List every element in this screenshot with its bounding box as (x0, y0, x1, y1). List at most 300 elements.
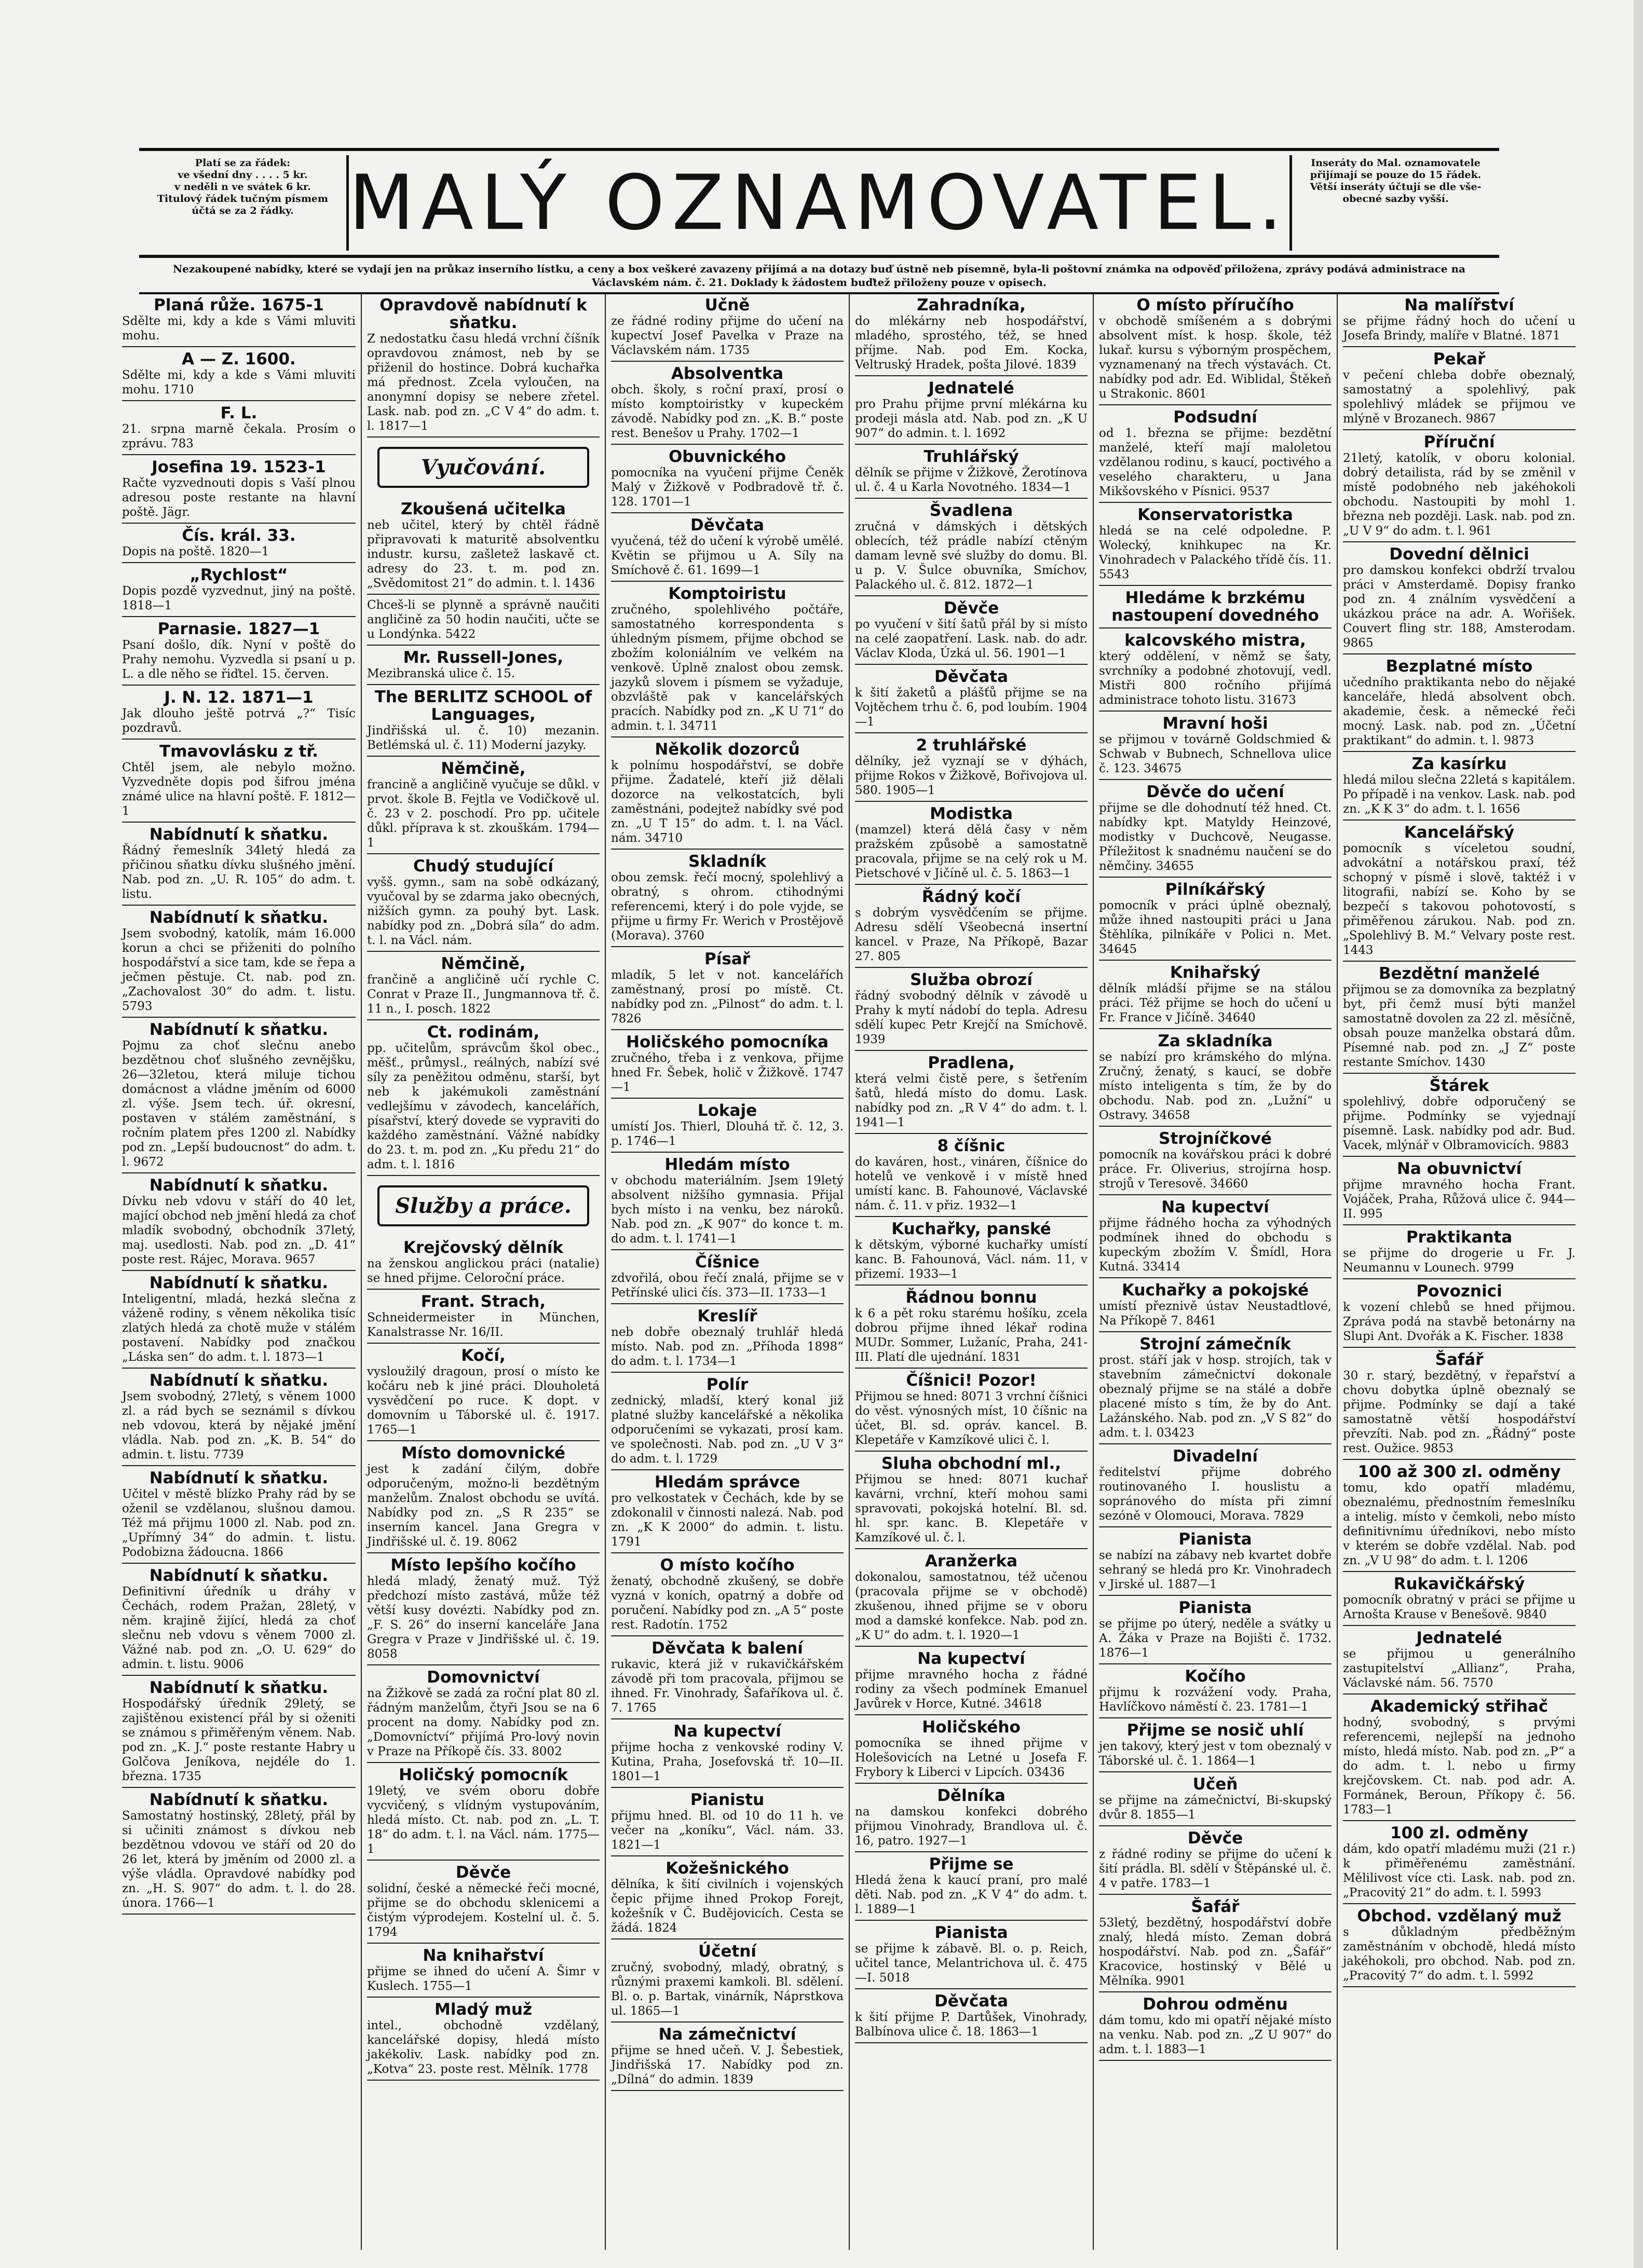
ad-body: umístí přeznivě ústav Neustadtlové, Na Příkopě 7. 8461 (1099, 1300, 1332, 1328)
ad-heading: O místo příručího (1136, 296, 1294, 315)
classified-ad (611, 1099, 844, 1153)
ad-heading: Nabídnutí k sňatku. (149, 1176, 329, 1195)
classified-ad (1343, 1821, 1576, 1904)
ad-heading: Komptoiristu (668, 584, 786, 603)
ad-heading: 100 až 300 zl. odměny (1357, 1463, 1561, 1481)
ad-body: neb dobře obeznalý truhlář hledá místo. Nab. pod zn. „Příhoda 1898“ do adm. t. l. 1734—1 (611, 1326, 844, 1368)
ad-body: zdvořilá, obou řečí znalá, přijme se v Petřínské ulici čís. 373—II. 1733—1 (611, 1272, 844, 1300)
ad-body: v obchodu materiálním. Jsem 19letý absolvent nižšího gymnasia. Přijal bych místo i na venku, bez nároků. Nab. pod zn. „K 907“ do konce t. m. do adm. t. l. 1741—1 (611, 1174, 844, 1246)
classified-ad (1343, 1279, 1576, 1348)
ad-heading: Podsudní (1173, 408, 1257, 427)
classified-ad (1099, 1992, 1332, 2061)
classified-ad (855, 1784, 1088, 1852)
ad-heading: Na obuvnictví (1396, 1159, 1522, 1178)
ad-heading: Nabídnutí k sňatku. (149, 1274, 329, 1292)
classified-ad (1099, 712, 1332, 780)
ad-body: dokonalou, samostatnou, též učenou (pracovala přijme se v obchodě) zkušenou, ihned přijme se v oboru mod a damské konfekce. Nab. pod zn. „K U“ do adm. t. l. 1920—1 (855, 1570, 1088, 1642)
classified-ad (122, 1173, 356, 1271)
ad-body: Račte vyzvednouti dopis s Vaší plnou adresou poste restante na hlavní poště. Jägr. (122, 476, 356, 519)
classified-ad (1343, 1904, 1576, 1987)
classified-ad (855, 733, 1088, 802)
ad-body: pomocníka na vyučení přijme Čeněk Malý v Žižkově v Podbradově tř. č. 128. 1701—1 (611, 466, 844, 509)
classified-ad (1343, 821, 1576, 962)
ad-heading: Kreslíř (697, 1307, 757, 1326)
ad-heading: Šafář (1191, 1897, 1240, 1916)
classified-ad (611, 1636, 844, 1719)
ad-heading: Jednatelé (1416, 1629, 1502, 1647)
classified-ad (855, 376, 1088, 445)
classified-ad (611, 1373, 844, 1470)
ad-body: přijme mravného hocha Frant. Vojáček, Praha, Růžová ulice č. 944—II. 995 (1343, 1178, 1576, 1221)
ad-body: ze řádné rodiny přijme do učení na kupectví Josef Pavelka v Praze na Václavském nám. 1735 (611, 315, 844, 357)
ad-body: Chtěl jsem, ale nebylo možno. Vyzvedněte dopis pod šifrou jména známé ulice na hlavní poště. F. 1812—1 (122, 761, 356, 818)
classified-ad (611, 1470, 844, 1553)
ad-body: (mamzel) která dělá časy v něm pražském způsobě a samostatně pracovala, přijme se na celý rok u M. Pietschové v Jičíně ul. č. 5. 1863—1 (855, 823, 1088, 880)
ad-body: od 1. března se přijme: bezdětní manželé, kteří mají maloletou vzdělanou rodinu, s kaucí, poctivého a veselého charakteru, u Jana Mikšovského v Písnici. 9537 (1099, 427, 1332, 498)
classified-ad (122, 617, 356, 686)
ad-heading: Obchod. vzdělaný muž (1357, 1907, 1561, 1925)
ad-body: mladík, 5 let v not. kancelářích zaměstnaný, prosí po místě. Ct. nabídky pod zn. „Pilnost“ do adm. t. l. 7826 (611, 968, 844, 1026)
ad-body: Jsem svobodný, katolík, mám 16.000 korun a chci se přiženiti do polního hospodářství a sice tam, kde se řepa a ječmen pěstuje. Ct. nab. pod zn. „Zachovalost 30“ do adm. t. listu. 5793 (122, 927, 356, 1013)
classified-ad (122, 401, 356, 455)
ad-body: francině a angličině vyučuje se důkl. v prvot. škole B. Fejtla ve Vodičkově ul. č. 23 v 2. poschodí. Pro pp. učitele důkl. příprava k st. zkouškám. 1794—1 (367, 778, 600, 850)
ad-body: dám, kdo opatří mladému muži (21 r.) k přiměřenému zaměstnání. Mělilivost více cti. Lask. nab. pod zn. „Pracovitý 21“ do adm. t. l. 5993 (1343, 1842, 1576, 1900)
ad-body: k šití přijme P. Dartůšek, Vinohrady, Balbínova ulice č. 18. 1863—1 (855, 2011, 1088, 2039)
ad-body: po vyučení v šití šatů přál by si místo na celé zaopatření. Lask. nab. do adr. Václav Kloda, Úzká ul. 56. 1901—1 (855, 618, 1088, 660)
admin-notice (139, 262, 1499, 294)
ad-body: k polnímu hospodářství, se dobře přijme. Žadatelé, kteří již dělali dozorce na velkostatcích, byli zaměstnáni, podejtež nabídky své pod zn. „U T 15“ do adm. t. l. na Václ. nám. 34710 (611, 759, 844, 845)
ad-body: přijmu k rozvážení vody. Praha, Havlíčkovo náměstí č. 23. 1781—1 (1099, 1686, 1332, 1714)
classified-ad (1343, 542, 1576, 654)
ad-heading: Tmavovlásku z tř. (159, 742, 318, 761)
ad-heading: Dovední dělnici (1389, 545, 1529, 564)
price-line: Titulový řádek tučným písmem (157, 193, 329, 204)
classified-ad (855, 1369, 1088, 1452)
masthead (139, 148, 1499, 258)
ad-heading: Povoznici (1416, 1282, 1502, 1301)
ad-body: z řádné rodiny se přijme do učení k šití prádla. Bl. sdělí v Štěpánské ul. č. 4 v patře. 1783—1 (1099, 1848, 1332, 1890)
ad-heading: A — Z. 1600. (182, 350, 296, 368)
ad-body: přijme se dle dohodnutí též hned. Ct. nabídky kpt. Matyldy Heinzové, modistky v Duchcově, Neugasse. Příležitost k snadnému naučení se do němčiny. 34655 (1099, 801, 1332, 873)
ad-heading: Děvče (455, 1863, 511, 1882)
ad-body: Učitel v městě blízko Prahy rád by se oženil se vzdělanou, slušnou damou. Též má přijmu 1000 zl. Nab. pod zn. „Upřímný 34“ do admin. t. listu. Podobizna žádoucna. 1866 (122, 1487, 356, 1559)
ad-body: se přijme po úterý, neděle a svátky u A. Žáka v Praze na Bojišti č. 1732. 1876—1 (1099, 1617, 1332, 1660)
classified-ad (855, 802, 1088, 885)
classified-ad (1099, 1664, 1332, 1718)
classified-ad (855, 499, 1088, 596)
ad-heading: Řádný kočí (921, 887, 1021, 906)
ad-heading: Účetní (698, 1942, 757, 1961)
ad-heading: Na knihařství (423, 1946, 544, 1965)
ad-body: Přijmou se hned: 8071 3 vrchní číšnici do věst. výnosných míst, 10 číšnic na účet, Bl. sd. opráv. kancel. B. Klepetáře v Kamzíkové ulici č. l. (855, 1390, 1088, 1447)
classified-ad (1343, 1460, 1576, 1572)
classified-ad (367, 1020, 600, 1176)
ad-body: rukavic, která již v rukavičkářském závodě při tom pracovala, přijmou se ihned. Fr. Vinohrady, Šafaříkova ul. č. 7. 1765 (611, 1658, 844, 1715)
ad-heading: Služba obrozí (910, 971, 1033, 989)
classified-ad (1343, 1157, 1576, 1225)
ad-heading: Ct. rodinám, (427, 1023, 540, 1042)
section-heading-box: Vyučování. (377, 447, 589, 488)
classified-ad (611, 1030, 844, 1099)
ad-heading: F. L. (220, 404, 257, 422)
classified-ad (1099, 1772, 1332, 1826)
ad-heading: Polír (706, 1375, 749, 1394)
ad-body: vysloužilý dragoun, prosí o místo ke kočáru neb k jiné práci. Dlouholetá vysvědčení po ruce. K dopt. v domovním u Táborské ul. č. 1917. 1765—1 (367, 1365, 600, 1437)
ad-body: pomocník na kovářskou práci k dobré práce. Fr. Oliverius, strojírna hosp. strojů v Teresově. 34660 (1099, 1148, 1332, 1191)
ad-body: se přijmou u generálního zastupitelství „Allianz“, Praha, Václavské nám. 56. 7570 (1343, 1647, 1576, 1690)
classified-ad (122, 1564, 356, 1676)
classified-ad (855, 1989, 1088, 2043)
ad-column-4 (849, 293, 1093, 2250)
ad-heading: Holičský pomocník (399, 1766, 568, 1784)
classified-ad (855, 1134, 1088, 1217)
ad-heading: Nabídnutí k sňatku. (149, 1020, 329, 1039)
ad-heading: Modistka (930, 804, 1013, 823)
ad-heading: Nabídnutí k sňatku. (149, 1678, 329, 1697)
classified-ad (1343, 293, 1576, 347)
ad-body: přijme mravného hocha z řádné rodiny za všech podmínek Emanuel Javůrek v Horce, Kutné. 34618 (855, 1668, 1088, 1711)
ad-heading: Místo lepšího kočího (390, 1556, 576, 1575)
ad-body: která velmi čistě pere, s šetřením šatů, hledá místo do domu. Lask. nabídky pod zn. „R V 4“ do adm. t. l. 1941—1 (855, 1072, 1088, 1129)
ad-body: zručný, svobodný, mladý, obratný, s různými praxemi kamkoli. Bl. sdělení. Bl. o. p. Bartak, vinárník, Náprstkova ul. 1865—1 (611, 1961, 844, 2018)
ad-heading: Přijme se (929, 1855, 1014, 1874)
ad-body: k dětským, výborné kuchařky umístí kanc. B. Fahounová, Václ. nám. 11, v přizemí. 1933—1 (855, 1238, 1088, 1281)
classified-ad (1099, 961, 1332, 1029)
ad-body: 21. srpna marně čekala. Prosím o zprávu. 783 (122, 422, 356, 450)
ad-heading: Nabídnutí k sňatku. (149, 1371, 329, 1390)
ad-heading: Na kupectví (673, 1722, 781, 1741)
classified-ad (1099, 1127, 1332, 1195)
classified-ad (611, 582, 844, 737)
ad-heading: Učeň (1192, 1775, 1238, 1794)
classified-ad (367, 1290, 600, 1344)
ad-body: Z nedostatku času hledá vrchní číšník opravdovou známost, neb by se přiženil do hostince. Dobrá kuchařka má přednost. Zcela vyloučen, na anonymní dopisy se nebere zřetel. Lask. nab. pod zn. „C V 4“ do adm. t. l. 1817—1 (367, 332, 600, 433)
ad-body: Jsem svobodný, 27letý, s věnem 1000 zl. a rád bych se seznámil s dívkou neb vdovou, která by nějaké jmění vládla. Nab. pod zn. „K. B. 54“ do admin. t. listu. 7739 (122, 1390, 356, 1461)
classified-ad (611, 947, 844, 1030)
ad-body: frančině a angličině učí rychle C. Conrat v Praze II., Jungmannova tř. č. 11 n., I. posch. 1822 (367, 973, 600, 1016)
ad-body: hledá se na celé odpoledne. P. Wolecký, knihkupec na Kr. Vinohradech v Palackého třídě čís. 11. 5543 (1099, 524, 1332, 581)
ad-body: hodný, svobodný, s prvými referencemi, nejlepší na jednoho místo, hledá místo. Nab. pod zn. „P“ a do adm. t. l. nebo u firmy krejčovskem. Ct. nab. pod adr. A. Formánek, Beroun, Příkopy č. 56. 1783—1 (1343, 1716, 1576, 1816)
title-frame (346, 155, 1292, 251)
insertion-rules-box (1292, 151, 1499, 255)
ad-body: neb učitel, který by chtěl řádně připravovati k maturitě absolventku industr. kursu, zašletež laskavě ct. adresy do 23. t. m. pod zn. „Svědomitost 21“ do admin. t. l. 1436 (367, 518, 600, 590)
ad-heading: Kuchařky, panské (891, 1220, 1051, 1238)
classified-ad (122, 563, 356, 617)
ad-heading: Holičského pomocníka (626, 1033, 829, 1051)
ad-heading: Na kupectví (1161, 1198, 1269, 1217)
ad-heading: Akademický střihač (1370, 1697, 1549, 1716)
ad-body: učedního praktikanta nebo do nějaké kanceláře, hledá absolvent obch. akademie, česk. a německé řeči mocný. Lask. nab. pod zn. „Účetní praktikant“ do admin. t. l. 9873 (1343, 676, 1576, 747)
classified-ad (611, 1788, 844, 1856)
ad-heading: Zkoušená učitelka (401, 500, 566, 518)
ad-body: do kaváren, host., vináren, číšnice do hotelů ve venkově i v místě hned umístí kanc. B. Fahounové, Václavské nám. č. 11. v přiz. 1932—1 (855, 1155, 1088, 1212)
classified-ad (367, 1944, 600, 1998)
ad-body: k 6 a pět roku starému hošíku, zcela dobrou přijme ihned lékař rodina MUDr. Sommer, Lužaníc, Praha, 241-III. Platí dle ujednání. 1831 (855, 1307, 1088, 1364)
classified-ad (1099, 586, 1332, 629)
classified-ad (122, 906, 356, 1018)
ad-heading: Kuchařky a pokojské (1122, 1281, 1309, 1300)
ad-body: Jindřišská ul. č. 10) mezanin. Betlémská ul. č. 11) Moderní jazyky. (367, 724, 600, 752)
ad-body: přijme řádného hocha za výhodných podmínek ihned do obchodu s kupeckým zbožím V. Šmídl, Hora Kutná. 33414 (1099, 1217, 1332, 1274)
classified-ad (367, 1441, 600, 1553)
ad-body: přijme hocha z venkovské rodiny V. Kutina, Praha, Josefovská tř. 10—II. 1801—1 (611, 1741, 844, 1783)
classified-ad (1099, 1895, 1332, 1992)
ad-body: Psaní došlo, dík. Nyní v poště do Prahy nemohu. Vyzvedla si psaní u p. L. a dle něho se řiďtel. 15. červen. (122, 638, 356, 681)
price-box (139, 151, 346, 255)
ad-body: pomocník v práci úplně obeznalý, může ihned nastoupiti práci u Jana Štěhlíka, pilníkáře v Polici n. Met. 34645 (1099, 899, 1332, 956)
ad-body: se nabízí pro krámského do mlýna. Zručný, ženatý, s kaucí, se dobře místo inteligenta s tím, že by do obchodu. Nab. pod zn. „Lužní“ u Ostravy. 34658 (1099, 1050, 1332, 1122)
ad-body: dělník mládší přijme se na stálou práci. Též přijme se hoch do učení u Fr. France v Jičíně. 34640 (1099, 982, 1332, 1024)
ad-heading: Mr. Russell-Jones, (403, 648, 564, 667)
ad-body: Inteligentní, mladá, hezká slečna z váženě rodiny, s věnem několika tisíc zlatých hledá za chotě muže v stálém postavení. Nabídky pod značkou „Láska sen“ do adm. t. l. 1873—1 (122, 1292, 356, 1364)
ad-heading: Písař (704, 950, 750, 968)
ad-heading: Nabídnutí k sňatku. (149, 1469, 329, 1487)
ad-heading: Hledám místo (664, 1155, 790, 1174)
ad-body: na Žižkově se zadá za roční plat 80 zl. řádným manželům, čtyři Jsou se na 6 procent na domy. Nabídky pod zn. „Domovníctví“ přijímá Pro-lový novin v Praze na Příkopě čís. 33. 8002 (367, 1687, 600, 1758)
ad-heading: Číšnici! Pozor! (906, 1371, 1037, 1390)
ad-heading: 2 truhlářské (916, 736, 1027, 755)
ad-heading: Děvčata k balení (651, 1639, 803, 1658)
ad-heading: 100 zl. odměny (1390, 1824, 1528, 1842)
classified-ad (1343, 1225, 1576, 1279)
classified-ad (855, 445, 1088, 499)
classified-ad (855, 293, 1088, 376)
ad-body: obch. školy, s roční praxí, prosí o místo komptoiristky v kupeckém závodě. Nabídky pod zn. „K. B.“ poste rest. Benešov u Prahy. 1702—1 (611, 383, 844, 440)
classified-ad (611, 1856, 844, 1939)
classified-ad (122, 1676, 356, 1788)
classified-ad (122, 1018, 356, 1173)
ad-body: ženatý, obchodně zkušený, se dobře vyzná v koních, opatrný a dobře od poručení. Nabídky pod zn. „A 5“ poste rest. Radotín. 1752 (611, 1575, 844, 1632)
ad-heading: Pekař (1433, 350, 1486, 368)
classified-ad (367, 293, 600, 438)
classified-ad (122, 347, 356, 401)
classified-ad (122, 740, 356, 823)
ad-heading: Nabídnutí k sňatku. (149, 825, 329, 844)
ad-body: se přijme do drogerie u Fr. J. Neumannu v Lounech. 9799 (1343, 1247, 1576, 1275)
classified-ad (855, 1286, 1088, 1369)
ad-body: přijmou se za domovníka za bezplatný byt, při čemž musí býti manžel samostatně dovolen za 22 zl. měsíčně, obsah pouze manželka obstará dům. Písemné nab. pod zn. „J Z“ poste restante Smíchov. 1430 (1343, 983, 1576, 1069)
ad-heading: Absolventka (671, 364, 784, 383)
ad-column-6 (1337, 293, 1581, 2250)
classified-ad (855, 1647, 1088, 1715)
classified-ad (122, 524, 356, 563)
ad-body: k šití žaketů a plášťů přijme se na Vojtěchem trhu č. 6, pod loubím. 1904—1 (855, 686, 1088, 729)
ad-body: Přijmou se hned: 8071 kuchař kavárni, vrchní, kteří mohou sami spravovati, pokojská hotelní. Bl. sd. hl. spr. kanc. B. Klepetáře v Kamzíkové ul. č. l. (855, 1473, 1088, 1545)
ad-heading: 8 číšnic (937, 1137, 1006, 1155)
ad-heading: Děvčata (934, 1992, 1008, 2011)
ad-heading: Němčině, (441, 759, 526, 778)
classified-ad (122, 686, 356, 740)
classified-ad (1099, 293, 1332, 405)
ad-body: Schneidermeister in München, Kanalstrasse Nr. 16/II. (367, 1311, 600, 1339)
ad-heading: Krejčovský dělník (403, 1238, 564, 1257)
ad-body: přijme se hned učeň. V. J. Šebestiek, Jindřišská 17. Nabídky pod zn. „Dílná“ do admin. 1839 (611, 2044, 844, 2086)
classified-ad (122, 455, 356, 524)
ad-heading: Josefina 19. 1523-1 (152, 458, 326, 476)
ad-body: hledá mladý, ženatý muž. Týž předchozí místo zastává, může též větší kusy dovézti. Nabídky pod zn. „F. S. 26“ do inserní kanceláře Jana Gregra v Praze v Jindřišské ul. č. 19. 8058 (367, 1575, 600, 1661)
ad-heading: Dělníka (937, 1786, 1006, 1805)
classified-ad (855, 1852, 1088, 1921)
ad-body: dělník se přijme v Žižkově, Žerotínova ul. č. 4 u Karla Novotného. 1834—1 (855, 466, 1088, 494)
classified-ad (611, 1939, 844, 2023)
ad-body: Dívku neb vdovu v stáří do 40 let, mající obchod neb jmění hledá za choť mladík svobodný, obchodník 37letý, maj. usedlosti. Nab. pod zn. „D. 41“ poste rest. Rájec, Morava. 9657 (122, 1195, 356, 1266)
classified-ad (855, 596, 1088, 665)
ad-heading: Sluha obchodní ml., (881, 1454, 1062, 1473)
classified-ad (611, 1719, 844, 1788)
classified-ad (367, 1553, 600, 1665)
ad-heading: Mravní hoši (1162, 714, 1268, 733)
ad-heading: Jednatelé (928, 379, 1014, 398)
rules-line: Větší inseráty účtují se dle vše- (1310, 181, 1482, 193)
classified-ad (855, 1452, 1088, 1549)
classified-ad (1099, 503, 1332, 586)
ad-heading: Učně (704, 296, 750, 315)
ad-body: 53letý, bezdětný, hospodářství dobře znalý, hledá místo. Zeman dobrá hospodářství. Nab. pod zn. „Šafář“ Kracovice, hostinský v Bělé u Mělníka. 9901 (1099, 1916, 1332, 1988)
ad-heading: O místo kočího (660, 1556, 795, 1575)
ad-body: přijme se ihned do učení A. Šimr v Kuslech. 1755—1 (367, 1965, 600, 1993)
ad-heading: Kočí, (461, 1346, 506, 1365)
classified-ad (611, 1304, 844, 1373)
ad-body: Jak dlouho ještě potrvá „?“ Tisíc pozdravů. (122, 707, 356, 735)
rules-line: přijímají se pouze do 15 řádek. (1310, 169, 1482, 181)
classified-ad (1099, 1278, 1332, 1332)
price-line: Platí se za řádek: (195, 157, 291, 169)
classified-ad (1343, 1348, 1576, 1460)
ad-heading: Štárek (1429, 1076, 1489, 1095)
ad-body: který oddělení, v němž se šaty, svrchníky a podobné zhotovují, vedl. Mistři 800 ročního přijímá administrace tohoto listu. 31673 (1099, 650, 1332, 707)
ad-heading: Chudý studující (413, 857, 553, 876)
classified-ad (855, 1921, 1088, 1989)
classified-ad (1343, 962, 1576, 1074)
price-line: v neděli n ve svátek 6 kr. (174, 181, 311, 193)
classified-ad (1343, 1695, 1576, 1821)
ad-heading: Čís. král. 33. (182, 526, 296, 545)
ad-heading: Aranžerka (925, 1552, 1018, 1570)
ad-body: jen takový, který jest v tom obeznalý v Táborské ul. č. 1. 1864—1 (1099, 1740, 1332, 1768)
ad-heading: Kožešnického (666, 1859, 789, 1878)
ad-body: pomocník obratný v práci se přijme u Arnošta Krause v Benešově. 9840 (1343, 1593, 1576, 1621)
ad-heading: Za kasírku (1411, 755, 1507, 773)
ad-heading: Místo domovnické (401, 1444, 565, 1463)
ad-body: intel., obchodně vzdělaný, kancelářské dopisy, hledá místo jakékoliv. Lask. nabídky pod zn. „Kotva“ 23. poste rest. Mělník. 1778 (367, 2019, 600, 2076)
ad-body: Chceš-li se plynně a správně naučiti angličině za 50 hodin naučiti, učte se u Londýnka. 5422 (367, 598, 600, 641)
classified-ad (367, 757, 600, 854)
price-line: ve všední dny . . . . 5 kr. (178, 169, 308, 181)
ad-heading: Na zámečnictví (658, 2025, 796, 2044)
ad-body: Sdělte mi, kdy a kde s Vámi mluviti mohu. 1710 (122, 368, 356, 397)
rules-line: obecné sazby vyšší. (1342, 193, 1449, 204)
classified-ad (1343, 1626, 1576, 1695)
ad-heading: Kancelářský (1404, 823, 1515, 842)
ad-heading: Pianista (1178, 1530, 1252, 1549)
classified-ad (855, 1217, 1088, 1286)
classified-ad (1099, 405, 1332, 503)
classified-ad (367, 952, 600, 1020)
ad-body: se přijmou v továrně Goldschmied & Schwab v Bubnech, Schnellova ulice č. 123. 34675 (1099, 733, 1332, 775)
classified-ad (1099, 1826, 1332, 1895)
ad-heading: Švadlena (929, 501, 1013, 520)
ad-body: pro velkostatek v Čechách, kde by se zdokonalil v činnosti nalezá. Nab. pod zn. „K K 2000“ do admin. t. listu. 1791 (611, 1492, 844, 1549)
ad-body: vyšš. gymn., sam na sobě odkázaný, vyučoval by se zdarma jako obecných, nižších gymn. za pouhý byt. Lask. nabídky pod zn. „Dobrá síla“ do adm. t. l. na Václ. nám. (367, 876, 600, 947)
price-line: účtá se za 2 řádky. (192, 205, 294, 216)
classified-ad (611, 850, 844, 947)
ad-heading: Obuvnického (668, 447, 786, 466)
classified-ad (611, 513, 844, 582)
classified-ad (122, 293, 356, 347)
ad-body: 21letý, katolík, v oboru kolonial. dobrý detailista, rád by se změnil v místě podobného neb jakéhokoli obchodu. Nastoupiti by mohl 1. března neb později. Lask. nab. pod zn. „U V 9“ do adm. t. l. 961 (1343, 452, 1576, 538)
classified-ad (855, 968, 1088, 1051)
ad-body: Řádný řemeslník 34letý hledá za přičinou sňatku dívku slušného jmění. Nab. pod zn. „U. R. 105“ do adm. t. listu. (122, 844, 356, 901)
ad-body: Samostatný hostinský, 28letý, přál by si učiniti známost s dívkou neb bezdětnou vdovou ve stáří od 20 do 26 let, která by jměním od 2000 zl. a výše vládla. Opravdové nabídky pod zn. „H. S. 907“ do adm. t. l. do 28. února. 1766—1 (122, 1809, 356, 1910)
ad-column-5 (1093, 293, 1337, 2250)
ad-heading: Praktikanta (1406, 1228, 1513, 1247)
ad-heading: Knihařský (1170, 963, 1261, 982)
ad-heading: Skladník (688, 852, 766, 871)
classified-ad (367, 1665, 600, 1763)
classified-ad (367, 1861, 600, 1944)
classified-ad (1099, 1332, 1332, 1444)
classified-ad (367, 497, 600, 595)
ad-heading: Nabídnutí k sňatku. (149, 1566, 329, 1585)
ad-heading: Šafář (1435, 1350, 1484, 1369)
ad-heading: Pianista (934, 1923, 1008, 1942)
classified-ad (1343, 430, 1576, 542)
ad-heading: Strojníčkové (1159, 1129, 1272, 1148)
ad-column-2 (361, 293, 605, 2250)
ad-body: prost. stáří jak v hosp. strojích, tak v stavebním zámečnictví dokonale obeznalý přijme se na stálé a dobře placené místo s tím, že by do Ant. Lažánského. Nab. pod zn. „V S 82“ do adm. t. l. 03423 (1099, 1354, 1332, 1440)
classified-ad (611, 2023, 844, 2091)
ad-body: vyučená, též do učení k výrobě umělé. Květin se přijmou u A. Síly na Smíchově č. 61. 1699—1 (611, 535, 844, 577)
ad-heading: Číšnice (695, 1253, 759, 1272)
ad-heading: Planá růže. 1675-1 (154, 296, 324, 315)
ad-body: se přijme na zámečnictví, Bi-skupský dvůr 8. 1855—1 (1099, 1794, 1332, 1822)
ad-heading: Pradlena, (928, 1054, 1015, 1072)
ad-heading: Nabídnutí k sňatku. (149, 908, 329, 927)
ad-heading: Hledáme k brzkému nastoupení dovedného (1111, 589, 1319, 625)
classified-ad (122, 1466, 356, 1564)
classified-ad (611, 362, 844, 445)
ad-body: Definitivní úředník u dráhy v Čechách, rodem Pražan, 28letý, v něm. krajině žijící, hledá za choť slečnu neb vdovu s věnem 7000 zl. Vážné nab. pod zn. „O. U. 629“ do admin. t. listu. 9006 (122, 1585, 356, 1671)
ad-heading: „Rychlost“ (189, 566, 288, 584)
ad-body: 30 r. starý, bezdětný, v řepařství a chovu dobytka úplně obeznalý se přijme. Podmínky se dají a také samostatně větší hospodářství převzíti. Nab. pod zn. „Řádný“ poste rest. Oužice. 9853 (1343, 1369, 1576, 1455)
ad-body: ředitelství přijme dobrého routinovaného I. houslistu a sopránového do místa při zimní sezóně v Olomouci, Morava. 7829 (1099, 1466, 1332, 1523)
ad-heading: Na malířství (1404, 296, 1514, 315)
ad-body: pp. učitelům, správcům škol obec., měšť., průmysl., reálných, nabízí své síly za peněžitou odměnu, starší, byt neb k jakémukoli zaměstnání vedlejšímu v závodech, kancelářích, písařství, který dovede se vypraviti do každého zaměstnání. Vážné nabídky do 23. t. m. pod zn. „Ku předu 21“ do adm. t. l. 1816 (367, 1042, 600, 1171)
classified-ad (855, 1051, 1088, 1134)
ad-body: zručná v dámských i dětských oblecích, též prádle nabízí ctěným damam levně své služby do domu. Bl. u p. V. Šulce obuvníka, Smíchov, Palackého ul. č. 812. 1872—1 (855, 520, 1088, 592)
classified-ad (1099, 1718, 1332, 1772)
classified-ad (611, 293, 844, 362)
ad-body: s důkladným předběžným zaměstnáním v obchodě, hledá místo jakéhokoli, pro obchod. Nab. pod zn. „Pracovitý 7“ do adm. t. l. 5992 (1343, 1925, 1576, 1983)
classified-ad (1099, 1195, 1332, 1278)
ad-heading: Strojní zámečník (1139, 1335, 1291, 1354)
classified-ad (1343, 752, 1576, 821)
ad-heading: Dohrou odměnu (1143, 1995, 1288, 2014)
ad-heading: Za skladníka (1158, 1032, 1273, 1050)
ad-heading: J. N. 12. 1871—1 (164, 688, 314, 707)
classified-ad (367, 685, 600, 757)
ad-heading: Pianistu (690, 1791, 765, 1809)
classified-ad (1099, 878, 1332, 961)
ad-column-3 (605, 293, 849, 2250)
classified-ad (611, 1250, 844, 1304)
classified-ad (1099, 1527, 1332, 1596)
classified-ad (1343, 1074, 1576, 1157)
ad-body: umístí Jos. Thierl, Dlouhá tř. č. 12, 3. p. 1746—1 (611, 1120, 844, 1148)
ad-body: obou zemsk. řečí mocný, spolehlivý a obratný, s ohrom. ctihodnými referencemi, který i do pole vyjde, se přijme u firmy Fr. Werich v Prostějově (Morava). 3760 (611, 871, 844, 942)
classified-ad (122, 1369, 356, 1466)
ad-heading: Truhlářský (924, 447, 1019, 466)
